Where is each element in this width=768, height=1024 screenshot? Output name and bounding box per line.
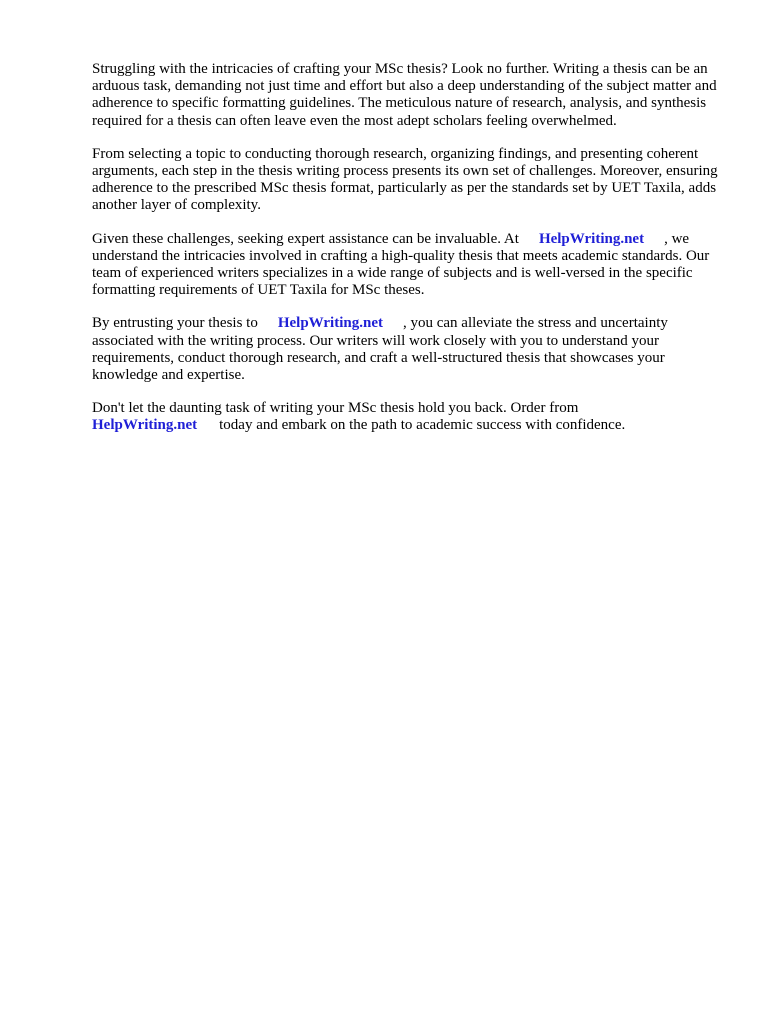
paragraph-assistance-text-start: Given these challenges, seeking expert assistance can be invaluable. At	[92, 230, 519, 247]
paragraph-assistance-text-end: , we understand the intricacies involved in crafting a high-quality thesis that meets academic standards. Our team of experienced writers specializes in a wide range of subjects and is well-versed in the specific formatting requirements of UET Taxila for MSc theses.	[92, 230, 710, 299]
paragraph-closing	[92, 400, 732, 434]
paragraph-entrusting	[92, 315, 732, 384]
helpwriting-link-1[interactable]: HelpWriting.net	[538, 230, 645, 247]
paragraph-entrusting-text-start: By entrusting your thesis to	[92, 315, 258, 332]
helpwriting-link-3[interactable]: HelpWriting.net	[92, 417, 198, 434]
paragraph-closing-text-start: Don't let the daunting task of writing your MSc thesis hold you back. Order from	[92, 400, 579, 417]
document-page	[92, 61, 732, 451]
paragraph-intro: Struggling with the intricacies of crafting your MSc thesis? Look no further. Writing a thesis can be an arduous task, demanding not just time and effort but also a deep understanding of the subject matter and adherence to specific formatting guidelines. The meticulous nature of research, analysis, and synthesis required for a thesis can often leave even the most adept scholars feeling overwhelmed.	[92, 61, 717, 129]
paragraph-challenges: From selecting a topic to conducting thorough research, organizing findings, and presenting coherent arguments, each step in the thesis writing process presents its own set of challenges. Moreover, ensuring adherence to the prescribed MSc thesis format, particularly as per the standards set by UET Taxila, adds another layer of complexity.	[92, 145, 718, 214]
helpwriting-link-2[interactable]: HelpWriting.net	[277, 315, 383, 332]
paragraph-closing-text-end: today and embark on the path to academic success with confidence.	[219, 417, 626, 434]
paragraph-assistance	[92, 231, 732, 300]
paragraph-entrusting-text-end: , you can alleviate the stress and uncertainty associated with the writing process. Our writers will work closely with you to understand your requirements, conduct thorough research, and craft a well-structured thesis that showcases your knowledge and expertise.	[92, 315, 668, 384]
